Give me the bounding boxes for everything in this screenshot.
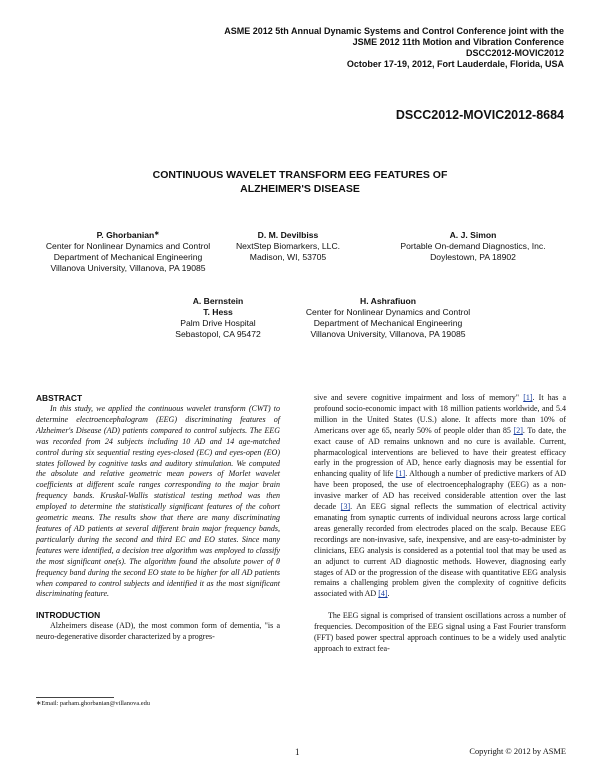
footnote-divider [36, 697, 114, 698]
author-affiliation: Center for Nonlinear Dynamics and Control [305, 307, 471, 317]
citation-link[interactable]: [2] [513, 425, 523, 435]
left-column [36, 393, 280, 643]
author-block-4 [148, 296, 288, 340]
author-affiliation: Madison, WI, 53705 [249, 252, 327, 262]
author-affiliation: Sebastopol, CA 95472 [175, 329, 261, 339]
author-name: T. Hess [203, 307, 233, 317]
author-affiliation: Center for Nonlinear Dynamics and Control [45, 241, 211, 251]
author-affiliation: Palm Drive Hospital [180, 318, 256, 328]
right-paragraph-1: sive and severe cognitive impairment and loss of memory" [1]. It has a profound socio-economic impact with 18 million patients worldwide, and 5.4 million in the United States (U.S.) alone. It affects more than 10% of Americans over age 65, nearly 50% of people older than 85 [2]. To date, the exact cause of AD remains unknown and no cure is available. Current, pharmacological interventions are believed to have their greatest efficacy early in the progression of AD, hence early diagnosis may be essential for enhancing quality of life [1]. Although a number of predictive markers of AD have been proposed, the use of electroencephalography (EEG) as a non-invasive marker of AD has received considerable attention over the last decade [3]. An EEG signal reflects the summation of electrical activity emanating from synaptic currents of individual neurons across large cortical areas generally recorded from electrodes placed on the scalp. Because EEG recordings are non-invasive, safe, inexpensive, and are easy-to-administer by clinicians, EEG analysis is considered as a potential tool that may be used as an adjunct to current AD diagnostic methods. However, diagnosing early stages of AD or the progression of the disease with quantitative EEG analysis remains a challenging problem given the complexity of cognitive deficits associated with AD [4]. [314, 393, 567, 599]
abstract-text: In this study, we applied the continuous wavelet transform (CWT) to determine electroencephalogram (EEG) discriminating features of Alzheimer's Disease (AD) patients compared to control subjects. The EEG was recorded from 24 subjects including 10 AD and 14 age-matched control during six sequential resting eyes-closed (EC) and eyes-open (EO) states followed by cognitive tasks and auditory stimulation. We computed the absolute and relative geometric mean powers of Morlet wavelet coefficients at different scale ranges corresponding to the major brain frequency bands. Kruskal-Wallis statistical testing method was then employed to determine the statistically significant features of the cohort geometric means. The results show that there are many discriminating features of AD patients at several different brain major frequency bands, particularly during the second and third EC and EO states. Since many features were identified, a decision tree algorithm was employed to classify the most significant one(s). The algorithm found the absolute power of θ frequency band during the second EO state to be higher for all AD patients when compared to control subjects and identified it as the most significant discriminating feature. [36, 404, 280, 599]
author-affiliation: Department of Mechanical Engineering [313, 318, 463, 328]
conference-line-1: ASME 2012 5th Annual Dynamic Systems and Control Conference joint with the [224, 26, 564, 36]
author-affiliation: Department of Mechanical Engineering [53, 252, 203, 262]
conference-line-3: DSCC2012-MOVIC2012 [465, 48, 564, 58]
conference-line-4: October 17-19, 2012, Fort Lauderdale, Florida, USA [346, 59, 564, 69]
author-name: A. Bernstein [192, 296, 244, 306]
paper-id: DSCC2012-MOVIC2012-8684 [395, 108, 564, 122]
citation-link[interactable]: [4] [378, 589, 388, 599]
copyright: Copyright © 2012 by ASME [469, 747, 566, 756]
paper-title [80, 168, 520, 196]
author-block-2 [228, 230, 348, 263]
right-paragraph-2: The EEG signal is comprised of transient oscillations across a number of frequencies. Decomposition of the EEG signal using a Fast Fourier transform (FFT) based power spectral approach continues to be a widely used analytic approach to extract fea- [314, 611, 566, 653]
author-block-5 [288, 296, 488, 340]
citation-link[interactable]: [3] [340, 502, 351, 512]
citation-link[interactable]: [1] [523, 393, 533, 402]
author-name: A. J. Simon [449, 230, 497, 240]
author-block-1 [28, 230, 228, 274]
author-affiliation: NextStep Biomarkers, LLC. [235, 241, 341, 251]
page-number: 1 [295, 747, 300, 757]
right-column [314, 393, 566, 655]
author-name: H. Ashrafiuon [359, 296, 417, 306]
introduction-heading: INTRODUCTION [36, 610, 101, 621]
title-line-1: CONTINUOUS WAVELET TRANSFORM EEG FEATURES OF [152, 169, 448, 181]
footnote: ∗Email: parham.ghorbanian@villanova.edu [36, 700, 150, 707]
abstract-heading: ABSTRACT [36, 393, 83, 403]
title-line-2: ALZHEIMER'S DISEASE [240, 183, 360, 195]
conference-header [224, 26, 564, 70]
author-block-3 [378, 230, 568, 263]
author-footnote-mark: ∗ [154, 231, 160, 237]
conference-line-2: JSME 2012 11th Motion and Vibration Conference [352, 37, 564, 47]
introduction-text: Alzheimers disease (AD), the most common form of dementia, "is a neuro-degenerative disorder characterized by a progres- [36, 621, 280, 642]
author-name: P. Ghorbanian∗ [96, 230, 160, 240]
author-affiliation: Villanova University, Villanova, PA 19085 [310, 329, 466, 339]
citation-link[interactable]: [1] [395, 469, 406, 479]
author-affiliation: Doylestown, PA 18902 [430, 252, 516, 262]
author-affiliation: Villanova University, Villanova, PA 19085 [50, 263, 206, 273]
author-name: D. M. Devilbiss [257, 230, 319, 240]
author-affiliation: Portable On-demand Diagnostics, Inc. [400, 241, 546, 251]
